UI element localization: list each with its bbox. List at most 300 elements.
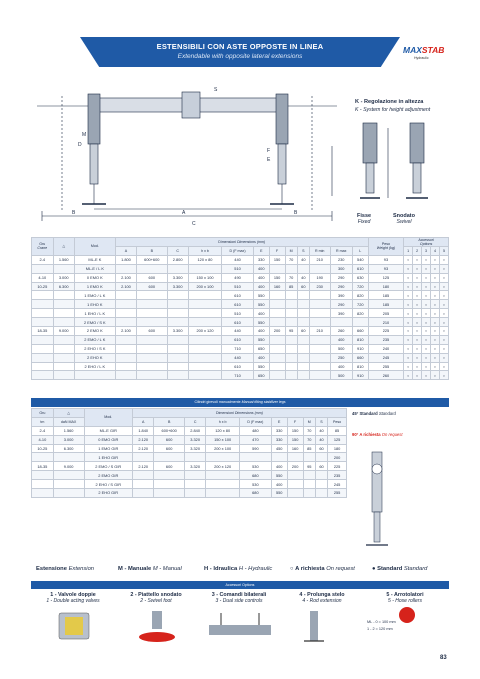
- table-row: [32, 273, 449, 282]
- table-cell: [32, 291, 54, 300]
- h-R: R min: [309, 247, 330, 256]
- acc-cell: ○: [404, 282, 413, 291]
- table-cell: 150: [269, 255, 285, 264]
- table-row: [32, 300, 449, 309]
- table-cell: 190: [309, 273, 330, 282]
- table-cell: [297, 335, 309, 344]
- table-cell: 510: [222, 282, 254, 291]
- h-acc2: 2: [413, 247, 422, 256]
- legend-hydraulic: H - Idraulica H - Hydraulic: [204, 566, 273, 572]
- table-row: [32, 453, 347, 462]
- table-cell: 150: [287, 426, 303, 435]
- table-cell: 400: [271, 480, 287, 489]
- h-hxb: h x b: [188, 247, 221, 256]
- table-cell: 225: [368, 327, 404, 336]
- table-cell: [154, 489, 185, 498]
- table-cell: 95: [303, 462, 315, 471]
- table-cell: 390: [330, 309, 352, 318]
- table-cell: [32, 264, 54, 273]
- table-cell: [285, 362, 297, 371]
- table-cell: [53, 489, 84, 498]
- table-cell: 10-25: [32, 282, 54, 291]
- table-cell: 210: [368, 318, 404, 327]
- table-cell: [285, 371, 297, 380]
- acc-cell: ○: [430, 318, 439, 327]
- req-label: 90° A richiesta On request: [352, 432, 403, 437]
- col-acc: Accessori Options: [404, 238, 449, 247]
- table-cell: [115, 309, 136, 318]
- rod-notes: ML - 0 = 100 mm 1 - 2 = 120 mm: [367, 620, 396, 631]
- table-row: [32, 471, 347, 480]
- table-cell: 1 EHO / L K: [74, 309, 115, 318]
- table-cell: 4-10: [32, 435, 54, 444]
- table-cell: 600: [137, 327, 167, 336]
- table-cell: 820: [352, 309, 368, 318]
- h-E: E: [253, 247, 269, 256]
- h-acc1: 1: [404, 247, 413, 256]
- table-row: [32, 480, 347, 489]
- table-cell: [115, 264, 136, 273]
- table-cell: [309, 335, 330, 344]
- table-cell: 400: [253, 353, 269, 362]
- table-cell: [285, 318, 297, 327]
- table-cell: [315, 480, 327, 489]
- table-cell: 3.320: [184, 444, 205, 453]
- table-cell: [32, 344, 54, 353]
- table-cell: [269, 264, 285, 273]
- table-cell: [285, 353, 297, 362]
- table-cell: 60: [315, 444, 327, 453]
- table-cell: 400: [330, 335, 352, 344]
- table-cell: [154, 471, 185, 480]
- col-dim: Dimensioni Dimensions (mm): [115, 238, 368, 247]
- table-cell: [32, 489, 54, 498]
- table-cell: 600: [137, 273, 167, 282]
- table-cell: [53, 480, 84, 489]
- table-cell: [330, 318, 352, 327]
- k-drawing: [358, 118, 448, 213]
- table-cell: [137, 353, 167, 362]
- table-cell: [154, 453, 185, 462]
- table-cell: 245: [368, 353, 404, 362]
- table-cell: 6.300: [53, 444, 84, 453]
- table-row: [32, 362, 449, 371]
- acc-cell: ○: [439, 255, 448, 264]
- table-cell: 2 EMO / S GIR: [84, 462, 133, 471]
- acc-cell: ○: [404, 273, 413, 282]
- table-cell: 2 EMO / S K: [74, 318, 115, 327]
- table-cell: [309, 353, 330, 362]
- table-cell: 550: [271, 471, 287, 480]
- acc-cell: ○: [439, 291, 448, 300]
- g-h-C: C: [184, 417, 205, 426]
- acc-cell: ○: [430, 353, 439, 362]
- table-cell: 3.000: [53, 435, 84, 444]
- acc-cell: ○: [430, 344, 439, 353]
- acc-cell: ○: [404, 309, 413, 318]
- acc-cell: ○: [430, 300, 439, 309]
- legend: [36, 566, 456, 576]
- table-cell: 710: [222, 371, 254, 380]
- table-cell: 810: [352, 362, 368, 371]
- table-cell: 610: [222, 362, 254, 371]
- g-h-S: S: [315, 417, 327, 426]
- table-row: [32, 318, 449, 327]
- table-cell: 85: [285, 282, 297, 291]
- table-cell: [53, 362, 74, 371]
- table-cell: [188, 371, 221, 380]
- table-cell: 530: [239, 462, 271, 471]
- table-cell: [285, 264, 297, 273]
- table-cell: [115, 318, 136, 327]
- h-acc5: 5: [439, 247, 448, 256]
- acc-cell: ○: [439, 282, 448, 291]
- acc-cell: ○: [413, 371, 422, 380]
- table-cell: 490: [222, 273, 254, 282]
- table-cell: 290: [330, 282, 352, 291]
- table-cell: [32, 353, 54, 362]
- table-cell: [303, 489, 315, 498]
- table-cell: 2.100: [115, 273, 136, 282]
- table-cell: [297, 353, 309, 362]
- table-cell: [188, 344, 221, 353]
- table-cell: [167, 300, 188, 309]
- table-cell: [32, 318, 54, 327]
- table-cell: 2.120: [133, 444, 154, 453]
- dim-C-label: C: [192, 221, 196, 226]
- table-cell: [137, 318, 167, 327]
- table-cell: 3.300: [167, 273, 188, 282]
- table-cell: [137, 362, 167, 371]
- acc-cell: ○: [404, 327, 413, 336]
- dim-M-label: M: [82, 132, 87, 138]
- table-cell: [32, 453, 54, 462]
- table-cell: [167, 362, 188, 371]
- table-cell: 600+600: [137, 255, 167, 264]
- table-cell: [53, 453, 84, 462]
- table-cell: [297, 344, 309, 353]
- table-cell: [188, 309, 221, 318]
- table-row: [32, 335, 449, 344]
- table-cell: 2 EHO / S GIR: [84, 480, 133, 489]
- table-cell: 2-4: [32, 426, 54, 435]
- rod-extension-illustration: [284, 609, 344, 645]
- table-cell: 70: [285, 273, 297, 282]
- table-cell: 400: [253, 273, 269, 282]
- col-peso: Peso Weight (kg): [368, 238, 404, 256]
- table-cell: [287, 453, 303, 462]
- h-acc4: 4: [430, 247, 439, 256]
- table-cell: 255: [328, 489, 347, 498]
- acc-cell: ○: [413, 291, 422, 300]
- acc-cell: ○: [404, 291, 413, 300]
- table-cell: [53, 264, 74, 273]
- h-L: L: [352, 247, 368, 256]
- table-cell: 610: [222, 335, 254, 344]
- g-col-dim: Dimensioni Dimensions (mm): [133, 409, 347, 418]
- table-cell: 160: [269, 282, 285, 291]
- table-cell: 60: [297, 327, 309, 336]
- table-cell: 125: [368, 273, 404, 282]
- g-h-peso: Peso: [328, 417, 347, 426]
- h-Rm: R max: [330, 247, 352, 256]
- table-cell: 120 x 80: [188, 255, 221, 264]
- acc-cell: ○: [422, 309, 431, 318]
- acc-cell: ○: [430, 327, 439, 336]
- g-h-B: B: [154, 417, 185, 426]
- table-cell: 480: [239, 426, 271, 435]
- table-cell: [239, 453, 271, 462]
- table-cell: [309, 309, 330, 318]
- legend-request: ○ A richiesta On request: [290, 566, 355, 572]
- table-cell: 400: [330, 362, 352, 371]
- dim-S-label: S: [214, 87, 218, 93]
- acc-cell: ○: [439, 371, 448, 380]
- table-cell: [188, 353, 221, 362]
- table-cell: [32, 309, 54, 318]
- table-cell: 150: [269, 273, 285, 282]
- table-cell: 720: [352, 282, 368, 291]
- acc-cell: ○: [422, 362, 431, 371]
- table-cell: [285, 300, 297, 309]
- table-cell: [32, 480, 54, 489]
- table-cell: [269, 291, 285, 300]
- table-cell: 4-10: [32, 273, 54, 282]
- table-cell: 2.800: [167, 255, 188, 264]
- table-cell: 40: [297, 273, 309, 282]
- table-cell: [297, 291, 309, 300]
- tilting-leg-drawing: [352, 447, 402, 557]
- table-cell: 70: [303, 426, 315, 435]
- table-cell: 2 EHO K: [74, 353, 115, 362]
- table-cell: [133, 471, 154, 480]
- table-cell: [74, 371, 115, 380]
- table-cell: 10-25: [32, 444, 54, 453]
- accessories-bar: Accessori Options: [31, 581, 449, 589]
- table-cell: [133, 489, 154, 498]
- acc-cell: ○: [439, 273, 448, 282]
- table-row: [32, 327, 449, 336]
- dim-E-label: E: [267, 157, 271, 163]
- table-cell: [269, 362, 285, 371]
- table-cell: [137, 291, 167, 300]
- table-cell: 470: [239, 435, 271, 444]
- table-cell: ML-E GIR: [84, 426, 133, 435]
- table-row: [32, 489, 347, 498]
- swivel-foot-illustration: [118, 609, 196, 645]
- dim-B-label: B: [72, 210, 76, 216]
- table-cell: 60: [315, 462, 327, 471]
- table-cell: [53, 309, 74, 318]
- table-cell: 93: [368, 264, 404, 273]
- table-cell: 910: [352, 371, 368, 380]
- acc-cell: ○: [422, 318, 431, 327]
- table-cell: 0 EMO K: [74, 273, 115, 282]
- table-row: [32, 255, 449, 264]
- table-cell: [297, 309, 309, 318]
- table-cell: 440: [222, 255, 254, 264]
- acc-cell: ○: [413, 362, 422, 371]
- table-cell: 3.000: [53, 273, 74, 282]
- table-cell: 390: [330, 291, 352, 300]
- table-cell: [303, 471, 315, 480]
- table-cell: 70: [285, 255, 297, 264]
- table-row: [32, 309, 449, 318]
- acc-2: 2 - Piattello snodato 2 - Swivel foot: [130, 592, 182, 604]
- table-cell: 93: [368, 255, 404, 264]
- acc-cell: ○: [430, 264, 439, 273]
- table-cell: 40: [297, 255, 309, 264]
- table-cell: [167, 353, 188, 362]
- table-cell: 550: [253, 291, 269, 300]
- spec-table: [31, 237, 449, 380]
- table-cell: [315, 471, 327, 480]
- table-cell: 450: [271, 444, 287, 453]
- table-cell: [184, 471, 205, 480]
- table-cell: [188, 264, 221, 273]
- table-cell: 610: [222, 300, 254, 309]
- table-cell: 2 EMO K: [74, 327, 115, 336]
- table-cell: 205: [368, 309, 404, 318]
- table-cell: [303, 480, 315, 489]
- table-cell: 200 x 120: [188, 327, 221, 336]
- acc-cell: ○: [430, 291, 439, 300]
- table-cell: [297, 318, 309, 327]
- table-cell: 400: [253, 264, 269, 273]
- table-cell: [309, 344, 330, 353]
- table-cell: 290: [330, 300, 352, 309]
- acc-cell: ○: [422, 353, 431, 362]
- table-cell: 710: [222, 344, 254, 353]
- table-cell: 180: [328, 444, 347, 453]
- h-A: A: [115, 247, 136, 256]
- table-cell: [137, 300, 167, 309]
- table-cell: 330: [271, 435, 287, 444]
- acc-cell: ○: [439, 344, 448, 353]
- h-D: D (F max): [222, 247, 254, 256]
- table-cell: 185: [368, 291, 404, 300]
- k-label-en: K - System for height adjustment: [355, 107, 431, 113]
- table-cell: 400: [253, 327, 269, 336]
- acc-cell: ○: [413, 282, 422, 291]
- table2-title: Cilindri girevoli manualmente Manual tilting stabilizer legs: [31, 398, 449, 407]
- dim-A-label: A: [182, 210, 186, 216]
- g-h-hxb: h x b: [206, 417, 240, 426]
- table-cell: 600: [154, 435, 185, 444]
- acc-cell: ○: [413, 353, 422, 362]
- acc-3: 3 - Comandi bilaterali 3 - Dual side controls: [211, 592, 267, 604]
- table-row: [32, 435, 347, 444]
- acc-cell: ○: [404, 335, 413, 344]
- acc-cell: ○: [413, 335, 422, 344]
- acc-cell: ○: [404, 362, 413, 371]
- acc-cell: ○: [413, 327, 422, 336]
- table-cell: 40: [315, 435, 327, 444]
- table-cell: 230: [330, 255, 352, 264]
- table-cell: 1.800: [115, 255, 136, 264]
- table-cell: [167, 318, 188, 327]
- table-cell: [167, 264, 188, 273]
- acc-cell: ○: [404, 300, 413, 309]
- table-cell: 3.320: [184, 462, 205, 471]
- table-cell: [115, 353, 136, 362]
- table-cell: 650: [253, 371, 269, 380]
- table-cell: [184, 489, 205, 498]
- acc-cell: ○: [422, 282, 431, 291]
- table-cell: [206, 480, 240, 489]
- k-label: K - Regolazione in altezza: [355, 99, 424, 105]
- acc-cell: ○: [404, 353, 413, 362]
- table-cell: [271, 453, 287, 462]
- acc-cell: ○: [404, 371, 413, 380]
- acc-cell: ○: [404, 264, 413, 273]
- table-cell: 210: [309, 327, 330, 336]
- table-cell: [137, 264, 167, 273]
- table-cell: [32, 371, 54, 380]
- table-cell: [285, 309, 297, 318]
- controls-illustration: [201, 609, 279, 645]
- table-cell: 18-35: [32, 327, 54, 336]
- table-cell: 225: [328, 462, 347, 471]
- table-cell: 60: [297, 282, 309, 291]
- brand-logo: MAXSTAB: [403, 45, 445, 55]
- table-cell: 2.100: [115, 327, 136, 336]
- table-cell: ML-E / L K: [74, 264, 115, 273]
- acc-4: 4 - Prolunga stelo 4 - Rod extension: [299, 592, 345, 604]
- table-cell: 530: [239, 480, 271, 489]
- fixed-label: Fisse Fixed: [357, 213, 372, 225]
- table-cell: 260: [368, 371, 404, 380]
- table-cell: [53, 300, 74, 309]
- table-cell: 250: [330, 353, 352, 362]
- acc-cell: ○: [422, 255, 431, 264]
- table-cell: 150 x 100: [188, 273, 221, 282]
- col-mod: Mod.: [74, 238, 115, 256]
- table-cell: [269, 353, 285, 362]
- gir-table: [31, 408, 347, 498]
- table-cell: [53, 353, 74, 362]
- acc-cell: ○: [439, 318, 448, 327]
- table-cell: 245: [328, 480, 347, 489]
- table-cell: [309, 371, 330, 380]
- acc-cell: ○: [430, 282, 439, 291]
- table-cell: 200 x 100: [206, 444, 240, 453]
- table-cell: 1 EMO / L K: [74, 291, 115, 300]
- table-cell: 820: [352, 291, 368, 300]
- table-cell: 180: [368, 282, 404, 291]
- table-cell: [285, 291, 297, 300]
- g-col-gru: Gru: [32, 409, 54, 418]
- table-cell: 200: [328, 453, 347, 462]
- table-cell: [32, 362, 54, 371]
- col-gru: Gru Crane: [32, 238, 54, 256]
- acc-cell: ○: [413, 344, 422, 353]
- acc-cell: ○: [430, 362, 439, 371]
- table-cell: [184, 453, 205, 462]
- table-cell: [133, 453, 154, 462]
- technical-drawing: [32, 86, 342, 226]
- table-cell: 200 x 120: [206, 462, 240, 471]
- table-cell: 550: [253, 318, 269, 327]
- table-cell: [309, 300, 330, 309]
- table-cell: 1 EHO GIR: [84, 453, 133, 462]
- dim-B2-label: B: [294, 210, 298, 216]
- table-cell: [133, 480, 154, 489]
- h-acc3: 3: [422, 247, 431, 256]
- table-cell: [269, 344, 285, 353]
- table-cell: 1.840: [133, 426, 154, 435]
- table-cell: 240: [368, 344, 404, 353]
